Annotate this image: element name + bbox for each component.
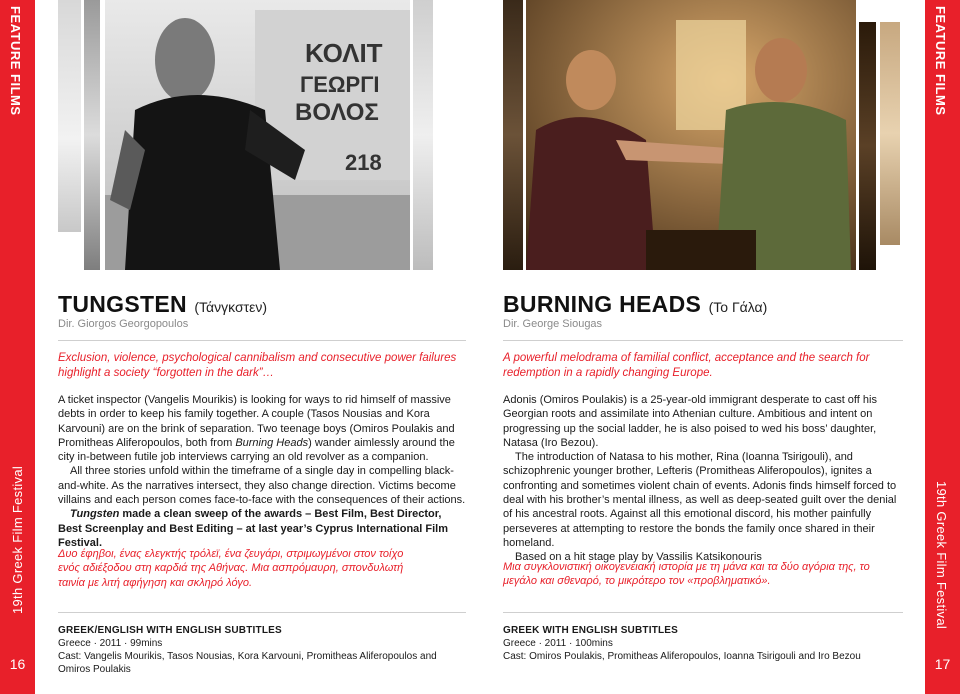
director: Dir. George Siougas [503, 318, 603, 330]
page-number-left: 16 [9, 656, 26, 672]
svg-text:ΒΟΛΟΣ: ΒΟΛΟΣ [295, 99, 379, 126]
divider [503, 340, 903, 341]
tagline: A powerful melodrama of familial conflict, acceptance and the search for redemption in a rapidly changing Europe. [503, 352, 870, 379]
sidebar-label-right: FEATURE FILMS [933, 6, 948, 116]
original-title: (Τάνγκστεν) [194, 299, 268, 315]
svg-text:ΓΕΩΡΓΙ: ΓΕΩΡΓΙ [300, 72, 380, 97]
divider [503, 612, 903, 613]
divider [58, 612, 466, 613]
synopsis [58, 393, 466, 550]
synopsis-paragraph: All three stories unfold within the timeframe of a single day in compelling black-and-white. As the narratives intersect, they also change direction. Victims become villains and each person comes face-to-face with the consequences of their actions. [58, 465, 466, 507]
synopsis-paragraph: Adonis (Omiros Poulakis) is a 25-year-old immigrant desperate to cast off his Georgian roots and assimilate into Athenian culture. Ambitious and intent on progressing up the social ladder, he is also poised to wed his boss’ daughter, Natasa (Iro Bezou). [503, 394, 877, 449]
film-strip [84, 0, 100, 270]
greek-synopsis: Δυο έφηβοι, ένας ελεγκτής τρόλεϊ, ένα ζευγάρι, στριμωγμένοι στον τοίχο ενός αδιέξοδου στη καρδιά της Αθήνας. Μια ασπρόμαυρη, σπονδυλωτή ταινία με λιτή αφήγηση και σκληρό λόγο. [58, 548, 404, 589]
cast-list: Cast: Omiros Poulakis, Promitheas Aliferopoulos, Ioanna Tsirigouli and Iro Bezou [503, 651, 861, 662]
sidebar-label-left: FEATURE FILMS [8, 6, 23, 116]
festival-label-right: 19th Greek Film Festival [934, 481, 949, 630]
synopsis [503, 393, 898, 565]
synopsis-paragraph: Based on a hit stage play by Vassilis Katsikonouris [515, 551, 762, 564]
svg-text:218: 218 [345, 150, 382, 175]
left-sidebar [0, 0, 35, 694]
synopsis-text: A ticket inspector (Vangelis Mourikis) is looking for ways to rid himself of massive debts in order to keep his family together. A couple (Tasos Nousias and Kora Karvouni) are on the brink of separation. Two teenage boys (Omiros Poulakis and Promitheas Aliferopoulos, both from [58, 394, 455, 449]
country-year-runtime: Greece · 2011 · 99mins [58, 638, 163, 649]
festival-label-left: 19th Greek Film Festival [10, 465, 25, 614]
film-strip [880, 22, 900, 245]
film-strip [859, 22, 876, 270]
film-strip [413, 0, 433, 270]
synopsis-paragraph: The introduction of Natasa to his mother, Rina (Ioanna Tsirigouli), and schizophrenic younger brother, Lefteris (Promitheas Aliferopoulos), ignites a confronting and sometimes violent chain of events. Adonis finds himself forced to deal with his brother’s mental illness, as well as deep-seated guilt over the denial of his ancestral roots. Against all this emotional discord, his mother painfully perseveres at attempting to restore the bonds the family once shared in their homeland. [503, 451, 897, 549]
director: Dir. Giorgos Georgopoulos [58, 318, 189, 330]
country-year-runtime: Greece · 2011 · 100mins [503, 638, 613, 649]
film-info [58, 624, 458, 676]
tungsten-still-image [105, 0, 410, 270]
original-title: (Το Γάλα) [708, 299, 768, 315]
synopsis-text: made a clean sweep of the awards – Best Film, Best Director, Best Screenplay and Best Editing – at last year’s Cyprus International Film Festival. [58, 508, 449, 549]
page-number-right: 17 [934, 656, 951, 672]
film-strip [503, 0, 523, 270]
synopsis-film-reference: Tungsten [70, 508, 120, 521]
tagline: Exclusion, violence, psychological cannibalism and consecutive power failures highlight a society “forgotten in the dark”… [58, 352, 457, 379]
svg-text:ΚΟΛΙΤ: ΚΟΛΙΤ [305, 38, 383, 68]
film-info [503, 624, 903, 663]
film-strip [58, 0, 81, 232]
greek-synopsis: Μια συγκλονιστική οικογενειακή ιστορία με τη μάνα και τα δύο αγόρια της, το μεγάλο και σθεναρό, το μικρότερο τον «προβληματικό». [503, 561, 870, 588]
divider [58, 340, 466, 341]
film-title-row [503, 291, 767, 318]
synopsis-film-reference: Burning Heads [235, 436, 309, 449]
film-title-row [58, 291, 267, 318]
cast-list: Cast: Vangelis Mourikis, Tasos Nousias, Kora Karvouni, Promitheas Aliferopoulos and Omiros Poulakis [58, 651, 437, 675]
language-heading: GREEK WITH ENGLISH SUBTITLES [503, 625, 679, 636]
synopsis-text: ) wander aimlessly around the city in-between futile job interviews carrying an old revolver as a companion. [58, 436, 455, 464]
film-title: TUNGSTEN [58, 291, 187, 317]
burning-heads-still-image [526, 0, 856, 270]
film-title: BURNING HEADS [503, 291, 702, 317]
language-heading: GREEK/ENGLISH WITH ENGLISH SUBTITLES [58, 625, 282, 636]
right-sidebar [925, 0, 960, 694]
